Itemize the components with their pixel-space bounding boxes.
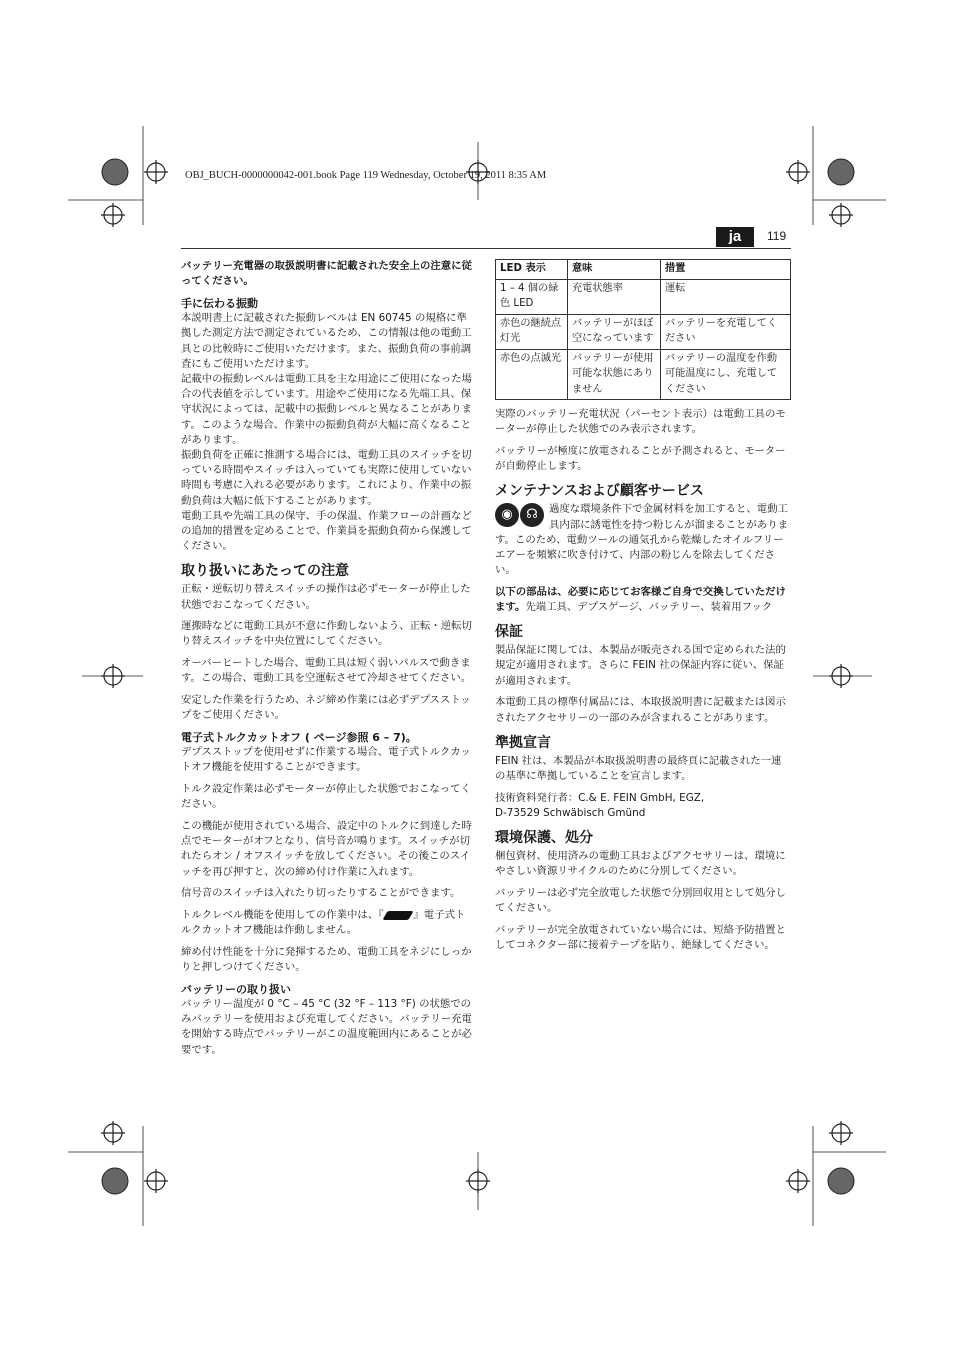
vibration-paragraph: 本説明書上に記載された振動レベルは EN 60745 の規格に準拠した測定方法で測定されているため、この情報は他の電動工具との比較時にご使用いただけます。また、振動負荷の事前調査にもご使用いただけます。 — [181, 312, 472, 370]
safety-glasses-icon: ◉ — [495, 503, 519, 527]
warranty-paragraph: 製品保証に関しては、本製品が販売される国で定められた法的規定が適用されます。さらに FEIN 社の保証内容に従い、保証が適用されます。 — [495, 644, 786, 687]
table-header-cell: LED 表示 — [496, 260, 568, 280]
torque-level-symbol-icon — [383, 911, 414, 920]
handling-paragraph: 安定した作業を行うため、ネジ締め作業には必ずデプスストップをご使用ください。 — [181, 694, 471, 722]
warranty-heading: 保証 — [495, 624, 523, 641]
battery-handling-heading: バッテリーの取り扱い — [181, 982, 291, 996]
led-status-table — [495, 259, 791, 400]
torque-paragraph: トルクレベル機能を使用しての作業中は、『 』電子式トルクカットオフ機能は作動しません。 — [181, 909, 466, 937]
vibration-paragraph: 記載中の振動レベルは電動工具を主な用途にご使用になった場合の代表値を示しています。用途やご使用になる先端工具、保守状況によっては、記載中の振動レベルと異なることがあります。このような場合、作業中の振動負荷が大幅に高くなることがあります。 — [181, 372, 472, 446]
torque-paragraph: 信号音のスイッチは入れたり切ったりすることができます。 — [181, 887, 461, 900]
table-row — [496, 314, 791, 349]
handling-paragraph: 正転・逆転切り替えスイッチの操作は必ずモーターが停止した状態でおこなってください。 — [181, 583, 471, 611]
header-rule — [181, 248, 791, 249]
table-header-row — [496, 260, 791, 280]
file-header: OBJ_BUCH-0000000042-001.book Page 119 Wednesday, October 19, 2011 8:35 AM — [185, 170, 547, 181]
right-column — [495, 259, 791, 960]
environment-heading: 環境保護、処分 — [495, 830, 593, 847]
charger-safety-note: バッテリー充電器の取扱説明書に記載された安全上の注意に従ってください。 — [181, 260, 472, 288]
environment-paragraph: 梱包資材、使用済みの電動工具およびアクセサリーは、環境にやさしい資源リサイクルのために分別してください。 — [495, 850, 786, 878]
table-cell: バッテリーの温度を作動可能温度にし、充電してください — [661, 349, 791, 400]
conformity-paragraph: FEIN 社は、本製品が本取扱説明書の最終頁に記載された一連の基準に準拠していることを宣言します。 — [495, 754, 782, 782]
vibration-heading: 手に伝わる振動 — [181, 296, 258, 310]
table-cell: 赤色の点滅光 — [496, 349, 568, 400]
conformity-heading: 準拠宣言 — [495, 734, 551, 751]
table-cell: 充電状態率 — [568, 279, 661, 314]
table-header-cell: 意味 — [568, 260, 661, 280]
table-cell: 運転 — [661, 279, 791, 314]
torque-cutoff-heading: 電子式トルクカットオフ ( ページ参照 6 – 7)。 — [181, 730, 417, 744]
table-cell: 赤色の継続点灯光 — [496, 314, 568, 349]
handling-paragraph: 運搬時などに電動工具が不意に作動しないよう、正転・逆転切り替えスイッチを中央位置にしてください。 — [181, 620, 472, 648]
table-cell: 1 – 4 個の緑色 LED — [496, 279, 568, 314]
maintenance-paragraph: ◉ ☊ 過度な環境条件下で金属材料を加工すると、電動工具内部に誘電性を持つ粉じんが溜まることがあります。このため、電動ツールの通気孔から乾燥したオイルフリーエアーを頻繁に吹き付けて、内部の粉じんを除去してください。 — [495, 503, 788, 577]
left-column — [181, 259, 475, 1064]
vibration-paragraph: 電動工具や先端工具の保守、手の保温、作業フローの計画などの追加的措置を定めることで、作業員を振動負荷から保護してください。 — [181, 509, 472, 553]
deep-discharge-note: バッテリーが極度に放電されることが予測されると、モーターが自動停止します。 — [495, 444, 786, 473]
charge-display-note: 実際のバッテリー充電状況（パーセント表示）は電動工具のモーターが停止した状態でのみ表示されます。 — [495, 408, 786, 436]
table-row — [496, 279, 791, 314]
dust-mask-icon: ☊ — [520, 503, 544, 527]
maintenance-heading: メンテナンスおよび顧客サービス — [495, 483, 704, 500]
handling-heading: 取り扱いにあたっての注意 — [181, 563, 349, 580]
battery-paragraph: バッテリー温度が 0 °C – 45 °C (32 °F – 113 °F) の状態でのみバッテリーを使用および充電してください。バッテリー充電を開始する時点でバッテリーがこの温度範囲内にあることが必要です。 — [181, 998, 472, 1056]
table-cell: バッテリーを充電してください — [661, 314, 791, 349]
environment-paragraph: バッテリーは必ず完全放電した状態で分別回収用として処分してください。 — [495, 886, 786, 915]
torque-paragraph: 締め付け性能を十分に発揮するため、電動工具をネジにしっかりと押しつけてください。 — [181, 945, 472, 974]
table-cell: バッテリーが使用可能な状態にありません — [568, 349, 661, 400]
replaceable-parts-paragraph: 以下の部品は、必要に応じてお客様ご自身で交換していただけます。先端工具、デプスゲージ、バッテリー、装着用フック — [495, 585, 786, 614]
vibration-paragraph: 振動負荷を正確に推測する場合には、電動工具のスイッチを切っている時間やスイッチは入っていても実際に使用していない時間も考慮に入れる必要があります。これにより、作業中の振動負荷は大幅に低下することがあります。 — [181, 448, 472, 507]
torque-paragraph: この機能が使用されている場合、設定中のトルクに到達した時点でモーターがオフとなり、信号音が鳴ります。スイッチが切れたらオン / オフスイッチを放してください。その後このスイッチを再び押すと、次の締め付け作業に入れます。 — [181, 820, 472, 878]
torque-paragraph: トルク設定作業は必ずモーターが停止した状態でおこなってください。 — [181, 783, 471, 811]
warranty-paragraph: 本電動工具の標準付属品には、本取扱説明書に記載または図示されたアクセサリーの一部のみが含まれることがあります。 — [495, 696, 786, 724]
technical-documentation-paragraph: 技術資料発行者：C.& E. FEIN GmbH, EGZ, D-73529 Schwäbisch Gmünd — [495, 791, 705, 819]
page-number: 119 — [767, 229, 787, 243]
table-header-cell: 措置 — [661, 260, 791, 280]
torque-paragraph: デプスストップを使用せずに作業する場合、電子式トルクカットオフ機能を使用することができます。 — [181, 746, 471, 774]
environment-paragraph: バッテリーが完全放電されていない場合には、短絡予防措置としてコネクター部に接着テープを貼り、絶縁してください。 — [495, 923, 786, 952]
table-cell: バッテリーがほぼ空になっています — [568, 314, 661, 349]
language-badge: ja — [716, 227, 754, 247]
handling-paragraph: オーバーヒートした場合、電動工具は短く弱いパルスで動きます。この場合、電動工具を空運転させて冷却させてください。 — [181, 657, 472, 685]
table-row — [496, 349, 791, 400]
